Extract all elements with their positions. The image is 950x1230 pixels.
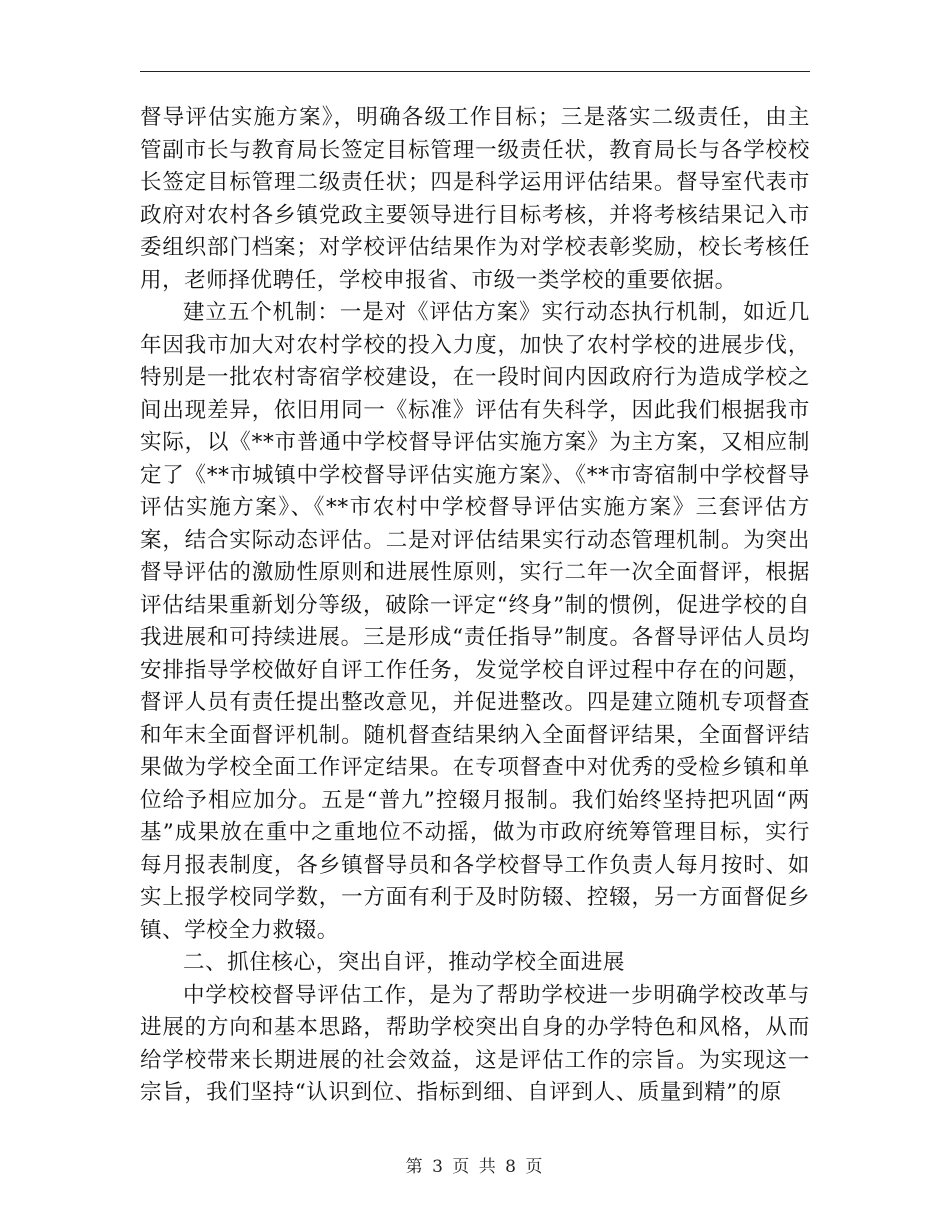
page-number: 第 3 页 共 8 页 — [405, 1157, 545, 1177]
body-text — [140, 102, 810, 1110]
section-heading: 二、抓住核心，突出自评，推动学校全面进展 — [183, 950, 626, 975]
header-rule — [140, 71, 810, 72]
paragraph-continued: 督导评估实施方案》，明确各级工作目标；三是落实二级责任，由主管副市长与教育局长签定目标管理一级责任状，教育局长与各学校校长签定目标管理二级责任状；四是科学运用评估结果。督导室代表市政府对农村各乡镇党政主要领导进行目标考核，并将考核结果记入市委组织部门档案；对学校评估结果作为对学校表彰奖励，校长考核任用，老师择优聘任，学校申报省、市级一类学校的重要依据。 — [140, 105, 810, 293]
paragraph-self-evaluation: 中学校校督导评估工作，是为了帮助学校进一步明确学校改革与进展的方向和基本思路，帮助学校突出自身的办学特色和风格，从而给学校带来长期进展的社会效益，这是评估工作的宗旨。为实现这一宗旨，我们坚持“认识到位、指标到细、自评到人、质量到精”的原 — [140, 982, 810, 1105]
paragraph-five-mechanisms: 建立五个机制：一是对《评估方案》实行动态执行机制，如近几年因我市加大对农村学校的投入力度，加快了农村学校的进展步伐，特别是一批农村寄宿学校建设，在一段时间内因政府行为造成学校之间出现差异，依旧用同一《标准》评估有失科学，因此我们根据我市实际，以《**市普通中学校督导评估实施方案》为主方案，又相应制定了《**市城镇中学校督导评估实施方案》、《**市寄宿制中学校督导评估实施方案》、《**市农村中学校督导评估实施方案》三套评估方案，结合实际动态评估。二是对评估结果实行动态管理机制。为突出督导评估的激励性原则和进展性原则，实行二年一次全面督评，根据评估结果重新划分等级，破除一评定“终身”制的惯例，促进学校的自我进展和可持续进展。三是形成“责任指导”制度。各督导评估人员均安排指导学校做好自评工作任务，发觉学校自评过程中存在的问题，督评人员有责任提出整改意见，并促进整改。四是建立随机专项督查和年末全面督评机制。随机督查结果纳入全面督评结果，全面督评结果做为学校全面工作评定结果。在专项督查中对优秀的受检乡镇和单位给予相应加分。五是“普九”控辍月报制。我们始终坚持把巩固“两基”成果放在重中之重地位不动摇，做为市政府统筹管理目标，实行每月报表制度，各乡镇督导员和各学校督导工作负责人每月按时、如实上报学校同学数，一方面有利于及时防辍、控辍，另一方面督促乡镇、学校全力救辍。 — [140, 300, 810, 943]
